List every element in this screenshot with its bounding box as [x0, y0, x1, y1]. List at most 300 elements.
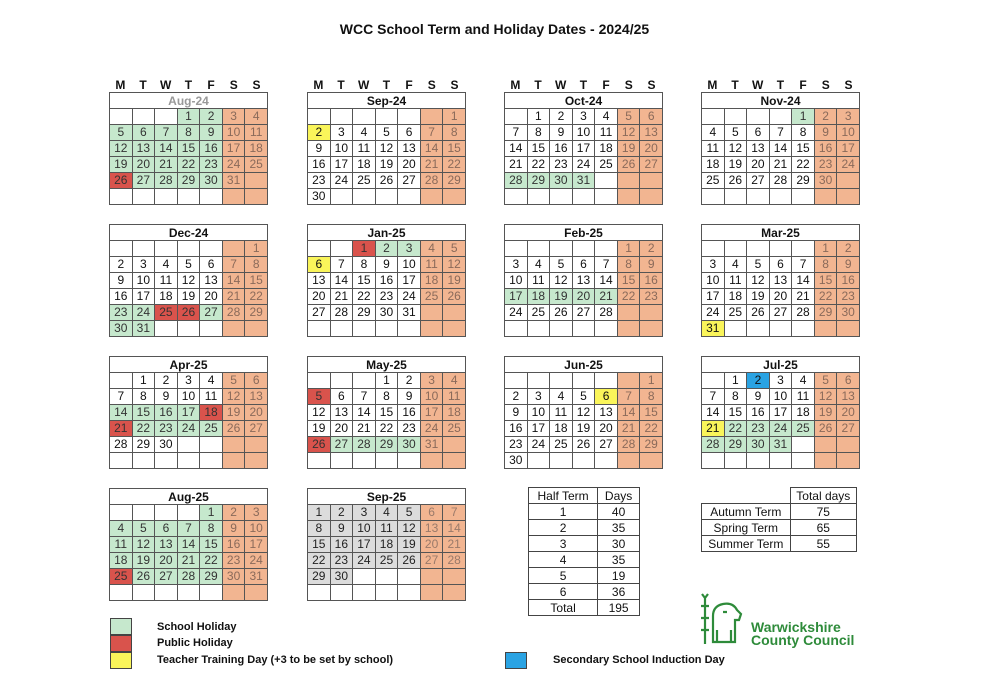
half-term-number: 6: [529, 584, 598, 600]
day-cell: 12: [222, 389, 245, 405]
day-cell: 5: [572, 389, 595, 405]
month-calendar: [109, 78, 268, 205]
month-calendar: [504, 342, 663, 469]
table-row: [529, 600, 640, 616]
month-calendar: [307, 342, 466, 469]
day-cell: 4: [245, 109, 268, 125]
day-cell: 1: [527, 109, 550, 125]
day-cell: 3: [245, 505, 268, 521]
day-cell: [572, 453, 595, 469]
day-cell: 31: [222, 173, 245, 189]
day-cell: 18: [550, 421, 573, 437]
day-cell: [420, 585, 443, 601]
term-name: Summer Term: [702, 536, 791, 552]
day-cell: 10: [177, 389, 200, 405]
day-cell: 2: [747, 373, 770, 389]
day-cell: 18: [443, 405, 466, 421]
day-cell: 23: [814, 157, 837, 173]
day-cell: [330, 373, 353, 389]
day-cell: 13: [330, 405, 353, 421]
month-title: Aug-24: [110, 93, 268, 109]
day-cell: 9: [110, 273, 133, 289]
weekday-label: M: [115, 78, 126, 92]
month-title: May-25: [308, 357, 466, 373]
day-cell: 26: [177, 305, 200, 321]
day-cell: 3: [398, 241, 421, 257]
day-cell: 17: [420, 405, 443, 421]
day-cell: [132, 109, 155, 125]
day-cell: [572, 321, 595, 337]
day-cell: [177, 437, 200, 453]
day-cell: 25: [110, 569, 133, 585]
month-title: Nov-24: [702, 93, 860, 109]
day-cell: [177, 585, 200, 601]
day-cell: 29: [724, 437, 747, 453]
day-cell: 14: [702, 405, 725, 421]
day-cell: 19: [572, 421, 595, 437]
day-cell: [200, 585, 223, 601]
day-cell: 16: [308, 157, 331, 173]
day-cell: [747, 321, 770, 337]
week-row: [110, 273, 268, 289]
day-cell: 29: [814, 305, 837, 321]
day-cell: 6: [572, 257, 595, 273]
day-cell: 14: [505, 141, 528, 157]
day-cell: [398, 569, 421, 585]
days-header: Days: [598, 488, 640, 504]
day-cell: 15: [792, 141, 815, 157]
day-cell: 14: [617, 405, 640, 421]
day-cell: [353, 569, 376, 585]
day-cell: [420, 569, 443, 585]
day-cell: 26: [814, 421, 837, 437]
day-cell: [110, 241, 133, 257]
day-cell: [550, 373, 573, 389]
half-term-number: 3: [529, 536, 598, 552]
day-cell: 5: [550, 257, 573, 273]
day-cell: 23: [375, 289, 398, 305]
day-cell: [769, 109, 792, 125]
day-cell: 29: [375, 437, 398, 453]
day-cell: [617, 173, 640, 189]
day-cell: 24: [132, 305, 155, 321]
day-cell: 26: [550, 305, 573, 321]
day-cell: 17: [132, 289, 155, 305]
day-cell: 21: [617, 421, 640, 437]
week-row: [110, 505, 268, 521]
day-cell: 30: [200, 173, 223, 189]
day-cell: 19: [550, 289, 573, 305]
day-cell: 22: [200, 553, 223, 569]
day-cell: 14: [595, 273, 618, 289]
week-row: [505, 389, 663, 405]
day-cell: 13: [837, 389, 860, 405]
day-cell: 18: [110, 553, 133, 569]
day-cell: 7: [353, 389, 376, 405]
day-cell: 30: [837, 305, 860, 321]
day-cell: 19: [724, 157, 747, 173]
day-cell: 4: [375, 505, 398, 521]
week-row: [308, 173, 466, 189]
day-cell: 2: [837, 241, 860, 257]
day-cell: [110, 109, 133, 125]
day-cell: [505, 241, 528, 257]
week-row: [308, 289, 466, 305]
day-cell: 8: [200, 521, 223, 537]
legend-label-induction: Secondary School Induction Day: [553, 654, 725, 666]
day-cell: [308, 109, 331, 125]
day-cell: [572, 241, 595, 257]
day-cell: 20: [837, 405, 860, 421]
day-cell: 15: [308, 537, 331, 553]
day-cell: 12: [617, 125, 640, 141]
day-cell: 14: [792, 273, 815, 289]
day-cell: 5: [814, 373, 837, 389]
day-cell: 7: [110, 389, 133, 405]
day-cell: 12: [747, 273, 770, 289]
weekday-label: M: [510, 78, 521, 92]
day-cell: 4: [110, 521, 133, 537]
day-cell: 11: [595, 125, 618, 141]
day-cell: 13: [595, 405, 618, 421]
day-cell: [640, 189, 663, 205]
day-cell: 21: [792, 289, 815, 305]
day-cell: [837, 437, 860, 453]
day-cell: [110, 585, 133, 601]
day-cell: 22: [792, 157, 815, 173]
day-cell: 12: [110, 141, 133, 157]
day-cell: [177, 505, 200, 521]
weekday-label: S: [844, 78, 853, 92]
day-cell: 24: [527, 437, 550, 453]
day-cell: 4: [155, 257, 178, 273]
weekday-header: [307, 78, 466, 92]
day-cell: 6: [769, 257, 792, 273]
week-row: [110, 453, 268, 469]
day-cell: 7: [617, 389, 640, 405]
day-cell: 21: [769, 157, 792, 173]
term-totals-table: [701, 487, 857, 552]
week-row: [308, 421, 466, 437]
week-row: [308, 189, 466, 205]
day-cell: [308, 321, 331, 337]
day-cell: 11: [792, 389, 815, 405]
day-cell: 28: [330, 305, 353, 321]
week-row: [110, 569, 268, 585]
day-cell: [443, 585, 466, 601]
day-cell: [595, 189, 618, 205]
day-cell: 31: [572, 173, 595, 189]
day-cell: 20: [155, 553, 178, 569]
day-cell: 5: [222, 373, 245, 389]
day-cell: 4: [200, 373, 223, 389]
day-cell: 16: [837, 273, 860, 289]
day-cell: 15: [132, 405, 155, 421]
day-cell: [702, 241, 725, 257]
day-cell: 9: [640, 257, 663, 273]
half-term-number: 2: [529, 520, 598, 536]
day-cell: [640, 173, 663, 189]
weekday-label: T: [337, 78, 345, 92]
day-cell: 21: [110, 421, 133, 437]
day-cell: 27: [155, 569, 178, 585]
day-cell: 17: [837, 141, 860, 157]
day-cell: 6: [132, 125, 155, 141]
day-cell: 29: [792, 173, 815, 189]
week-row: [505, 141, 663, 157]
legend-label-training: Teacher Training Day (+3 to be set by school): [157, 654, 394, 666]
day-cell: 24: [222, 157, 245, 173]
month-calendar: [307, 78, 466, 205]
week-row: [505, 453, 663, 469]
day-cell: [353, 109, 376, 125]
day-cell: 10: [353, 521, 376, 537]
weekday-label: M: [313, 78, 324, 92]
day-cell: 9: [222, 521, 245, 537]
day-cell: 22: [177, 157, 200, 173]
day-cell: [330, 241, 353, 257]
legend-swatch-induction: [505, 652, 527, 669]
day-cell: [177, 241, 200, 257]
day-cell: 24: [245, 553, 268, 569]
day-cell: [527, 453, 550, 469]
day-cell: 3: [132, 257, 155, 273]
day-cell: 28: [353, 437, 376, 453]
day-cell: 3: [837, 109, 860, 125]
day-cell: [702, 373, 725, 389]
day-cell: [353, 585, 376, 601]
day-cell: 8: [617, 257, 640, 273]
day-cell: 15: [200, 537, 223, 553]
day-cell: 7: [330, 257, 353, 273]
week-row: [110, 553, 268, 569]
day-cell: 30: [110, 321, 133, 337]
day-cell: [110, 189, 133, 205]
day-cell: 16: [550, 141, 573, 157]
day-cell: 11: [527, 273, 550, 289]
day-cell: 17: [353, 537, 376, 553]
day-cell: 9: [200, 125, 223, 141]
day-cell: 1: [200, 505, 223, 521]
day-cell: 22: [353, 289, 376, 305]
day-cell: [595, 321, 618, 337]
day-cell: 10: [330, 141, 353, 157]
day-cell: [330, 585, 353, 601]
day-cell: 8: [443, 125, 466, 141]
day-cell: 19: [398, 537, 421, 553]
weekday-label: S: [229, 78, 238, 92]
day-cell: [747, 453, 770, 469]
day-cell: 30: [747, 437, 770, 453]
day-cell: 26: [308, 437, 331, 453]
day-cell: 9: [814, 125, 837, 141]
half-term-days: 36: [598, 584, 640, 600]
day-cell: 7: [792, 257, 815, 273]
day-cell: 30: [814, 173, 837, 189]
day-cell: 1: [724, 373, 747, 389]
day-cell: 19: [177, 289, 200, 305]
day-cell: [505, 373, 528, 389]
day-cell: [420, 305, 443, 321]
day-cell: [110, 453, 133, 469]
day-cell: [505, 109, 528, 125]
week-row: [308, 553, 466, 569]
day-cell: 24: [702, 305, 725, 321]
day-cell: [814, 189, 837, 205]
day-cell: 16: [375, 273, 398, 289]
day-cell: 18: [375, 537, 398, 553]
day-cell: 18: [595, 141, 618, 157]
day-cell: 4: [724, 257, 747, 273]
day-cell: 16: [398, 405, 421, 421]
day-cell: 9: [375, 257, 398, 273]
day-cell: 13: [420, 521, 443, 537]
day-cell: [527, 241, 550, 257]
weekday-label: T: [776, 78, 785, 92]
day-cell: [132, 241, 155, 257]
day-cell: 23: [550, 157, 573, 173]
day-cell: 3: [769, 373, 792, 389]
day-cell: 17: [572, 141, 595, 157]
week-row: [702, 453, 860, 469]
weekday-label: S: [252, 78, 261, 92]
day-cell: [724, 453, 747, 469]
day-cell: [505, 321, 528, 337]
day-cell: [375, 321, 398, 337]
half-term-days: 30: [598, 536, 640, 552]
day-cell: 6: [747, 125, 770, 141]
week-row: [308, 453, 466, 469]
half-term-days: 35: [598, 520, 640, 536]
day-cell: [200, 321, 223, 337]
day-cell: 29: [245, 305, 268, 321]
day-cell: 10: [837, 125, 860, 141]
day-cell: 22: [617, 289, 640, 305]
day-cell: [792, 241, 815, 257]
day-cell: 28: [443, 553, 466, 569]
half-term-header: Half Term: [529, 488, 598, 504]
day-cell: 2: [330, 505, 353, 521]
day-cell: 4: [353, 125, 376, 141]
weekday-label: T: [382, 78, 391, 92]
day-cell: 15: [353, 273, 376, 289]
day-cell: [420, 453, 443, 469]
day-cell: 31: [420, 437, 443, 453]
day-cell: [595, 373, 618, 389]
day-cell: 1: [375, 373, 398, 389]
half-term-days: 40: [598, 504, 640, 520]
week-row: [110, 189, 268, 205]
day-cell: 20: [572, 289, 595, 305]
week-row: [110, 521, 268, 537]
day-cell: 23: [308, 173, 331, 189]
day-cell: 17: [330, 157, 353, 173]
month-calendar: [109, 474, 268, 601]
day-cell: 13: [245, 389, 268, 405]
weekday-label: T: [731, 78, 739, 92]
day-cell: 24: [837, 157, 860, 173]
week-row: [505, 289, 663, 305]
day-cell: 17: [505, 289, 528, 305]
day-cell: 29: [443, 173, 466, 189]
week-row: [505, 109, 663, 125]
day-cell: 18: [245, 141, 268, 157]
week-row: [308, 373, 466, 389]
month-title: Jun-25: [505, 357, 663, 373]
month-title: Sep-25: [308, 489, 466, 505]
week-row: [110, 389, 268, 405]
day-cell: [177, 453, 200, 469]
day-cell: 16: [155, 405, 178, 421]
day-cell: 3: [572, 109, 595, 125]
day-cell: [640, 453, 663, 469]
day-cell: 11: [200, 389, 223, 405]
month-title: Dec-24: [110, 225, 268, 241]
day-cell: 13: [769, 273, 792, 289]
day-cell: 15: [640, 405, 663, 421]
week-row: [702, 373, 860, 389]
bear-ragged-staff-icon: [697, 592, 747, 650]
term-name: Spring Term: [702, 520, 791, 536]
week-row: [308, 273, 466, 289]
day-cell: [443, 569, 466, 585]
day-cell: [792, 321, 815, 337]
day-cell: 25: [420, 289, 443, 305]
day-cell: 14: [769, 141, 792, 157]
day-cell: 12: [177, 273, 200, 289]
day-cell: 14: [222, 273, 245, 289]
day-cell: [792, 189, 815, 205]
weekday-label: F: [207, 78, 215, 92]
day-cell: 11: [443, 389, 466, 405]
day-cell: 4: [420, 241, 443, 257]
day-cell: 13: [398, 141, 421, 157]
day-cell: [505, 189, 528, 205]
day-cell: 1: [177, 109, 200, 125]
day-cell: [527, 321, 550, 337]
table-row: [529, 584, 640, 600]
day-cell: [155, 321, 178, 337]
day-cell: 4: [550, 389, 573, 405]
week-row: [308, 141, 466, 157]
month-calendar: [701, 342, 860, 469]
day-cell: 17: [702, 289, 725, 305]
day-cell: 23: [747, 421, 770, 437]
day-cell: 2: [398, 373, 421, 389]
day-cell: [132, 505, 155, 521]
day-cell: 27: [572, 305, 595, 321]
week-row: [110, 305, 268, 321]
day-cell: 26: [110, 173, 133, 189]
day-cell: 17: [245, 537, 268, 553]
day-cell: [769, 321, 792, 337]
day-cell: [398, 321, 421, 337]
day-cell: 26: [398, 553, 421, 569]
day-cell: 11: [155, 273, 178, 289]
week-row: [505, 273, 663, 289]
day-cell: 2: [550, 109, 573, 125]
day-cell: 16: [640, 273, 663, 289]
page-title: WCC School Term and Holiday Dates - 2024/25: [339, 21, 650, 37]
day-cell: 6: [245, 373, 268, 389]
week-row: [505, 421, 663, 437]
day-cell: 8: [724, 389, 747, 405]
week-row: [110, 437, 268, 453]
day-cell: 24: [769, 421, 792, 437]
day-cell: [110, 505, 133, 521]
day-cell: 19: [617, 141, 640, 157]
day-cell: [814, 437, 837, 453]
